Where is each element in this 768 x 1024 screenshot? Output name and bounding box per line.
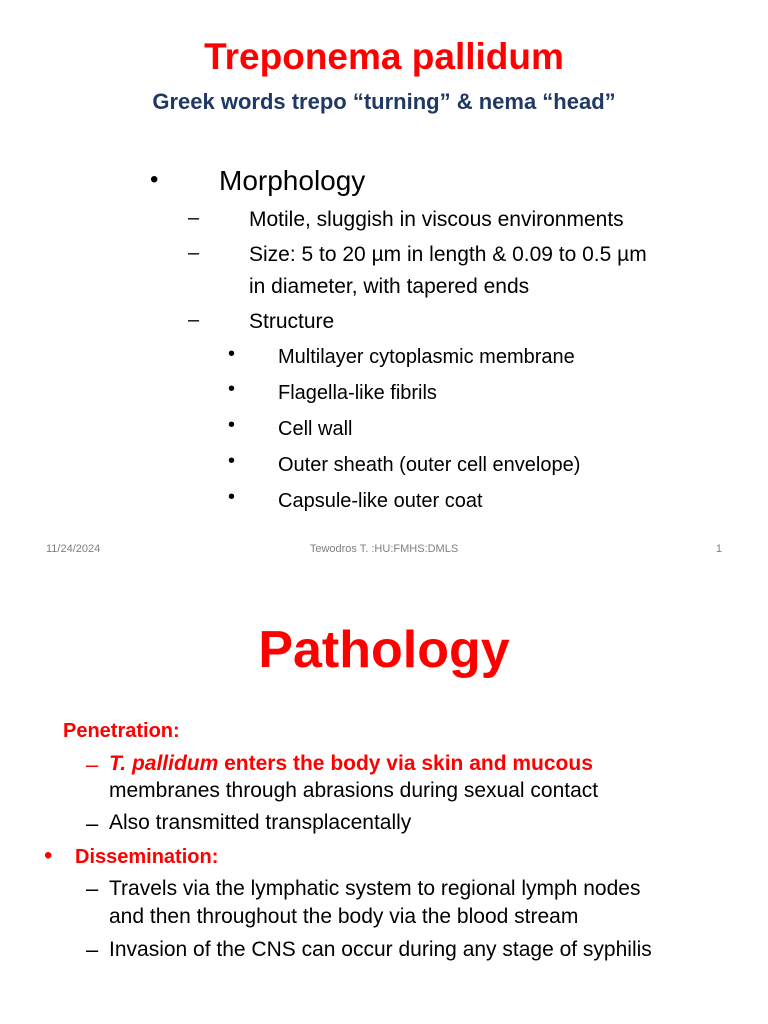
list-item: Structure xyxy=(249,310,335,333)
list-item-text: enters the body via skin and mucous xyxy=(218,752,593,775)
bullet-marker: • xyxy=(228,414,236,436)
list-item: Cell wall xyxy=(278,418,353,440)
dash-marker: – xyxy=(188,242,200,264)
list-item: Multilayer cytoplasmic membrane xyxy=(278,346,575,368)
bullet-marker: • xyxy=(228,486,236,508)
list-item: Also transmitted transplacentally xyxy=(109,811,412,834)
dash-marker: – xyxy=(188,207,200,229)
list-item: Flagella-like fibrils xyxy=(278,382,437,404)
section-label-dissemination: Dissemination: xyxy=(75,846,219,868)
bullet-marker: • xyxy=(228,450,236,472)
slide-2 xyxy=(0,576,768,1024)
dash-marker: – xyxy=(86,876,99,901)
bullet-marker: • xyxy=(150,166,159,193)
bullet-marker: • xyxy=(44,842,53,869)
list-item-continuation: and then throughout the body via the blood stream xyxy=(109,905,579,928)
list-item xyxy=(109,752,593,776)
list-item-continuation: in diameter, with tapered ends xyxy=(249,275,530,298)
dash-marker: – xyxy=(188,309,200,331)
footer-date: 11/24/2024 xyxy=(46,543,101,555)
list-item: Outer sheath (outer cell envelope) xyxy=(278,454,581,476)
list-item-continuation: membranes through abrasions during sexual contact xyxy=(109,779,599,802)
footer-page-number: 1 xyxy=(715,543,722,555)
list-item: Size: 5 to 20 µm in length & 0.09 to 0.5 µm xyxy=(249,243,647,266)
dash-marker: – xyxy=(86,937,99,962)
dash-marker: – xyxy=(86,811,99,836)
list-item: Travels via the lymphatic system to regional lymph nodes xyxy=(109,877,641,900)
slide-title: Treponema pallidum xyxy=(204,36,564,77)
slide-subtitle: Greek words trepo “turning” & nema “head” xyxy=(152,89,616,114)
slide-title: Pathology xyxy=(258,621,510,679)
list-item: Capsule-like outer coat xyxy=(278,490,483,512)
bullet-marker: • xyxy=(228,343,236,365)
dash-marker: – xyxy=(86,752,99,777)
footer-author: Tewodros T. :HU:FMHS:DMLS xyxy=(309,543,459,555)
species-name: T. pallidum xyxy=(109,752,219,775)
bullet-marker: • xyxy=(228,378,236,400)
section-label-penetration: Penetration: xyxy=(63,720,180,742)
list-item: Motile, sluggish in viscous environments xyxy=(249,208,624,231)
section-heading-morphology: Morphology xyxy=(219,165,366,196)
list-item: Invasion of the CNS can occur during any stage of syphilis xyxy=(109,938,652,961)
